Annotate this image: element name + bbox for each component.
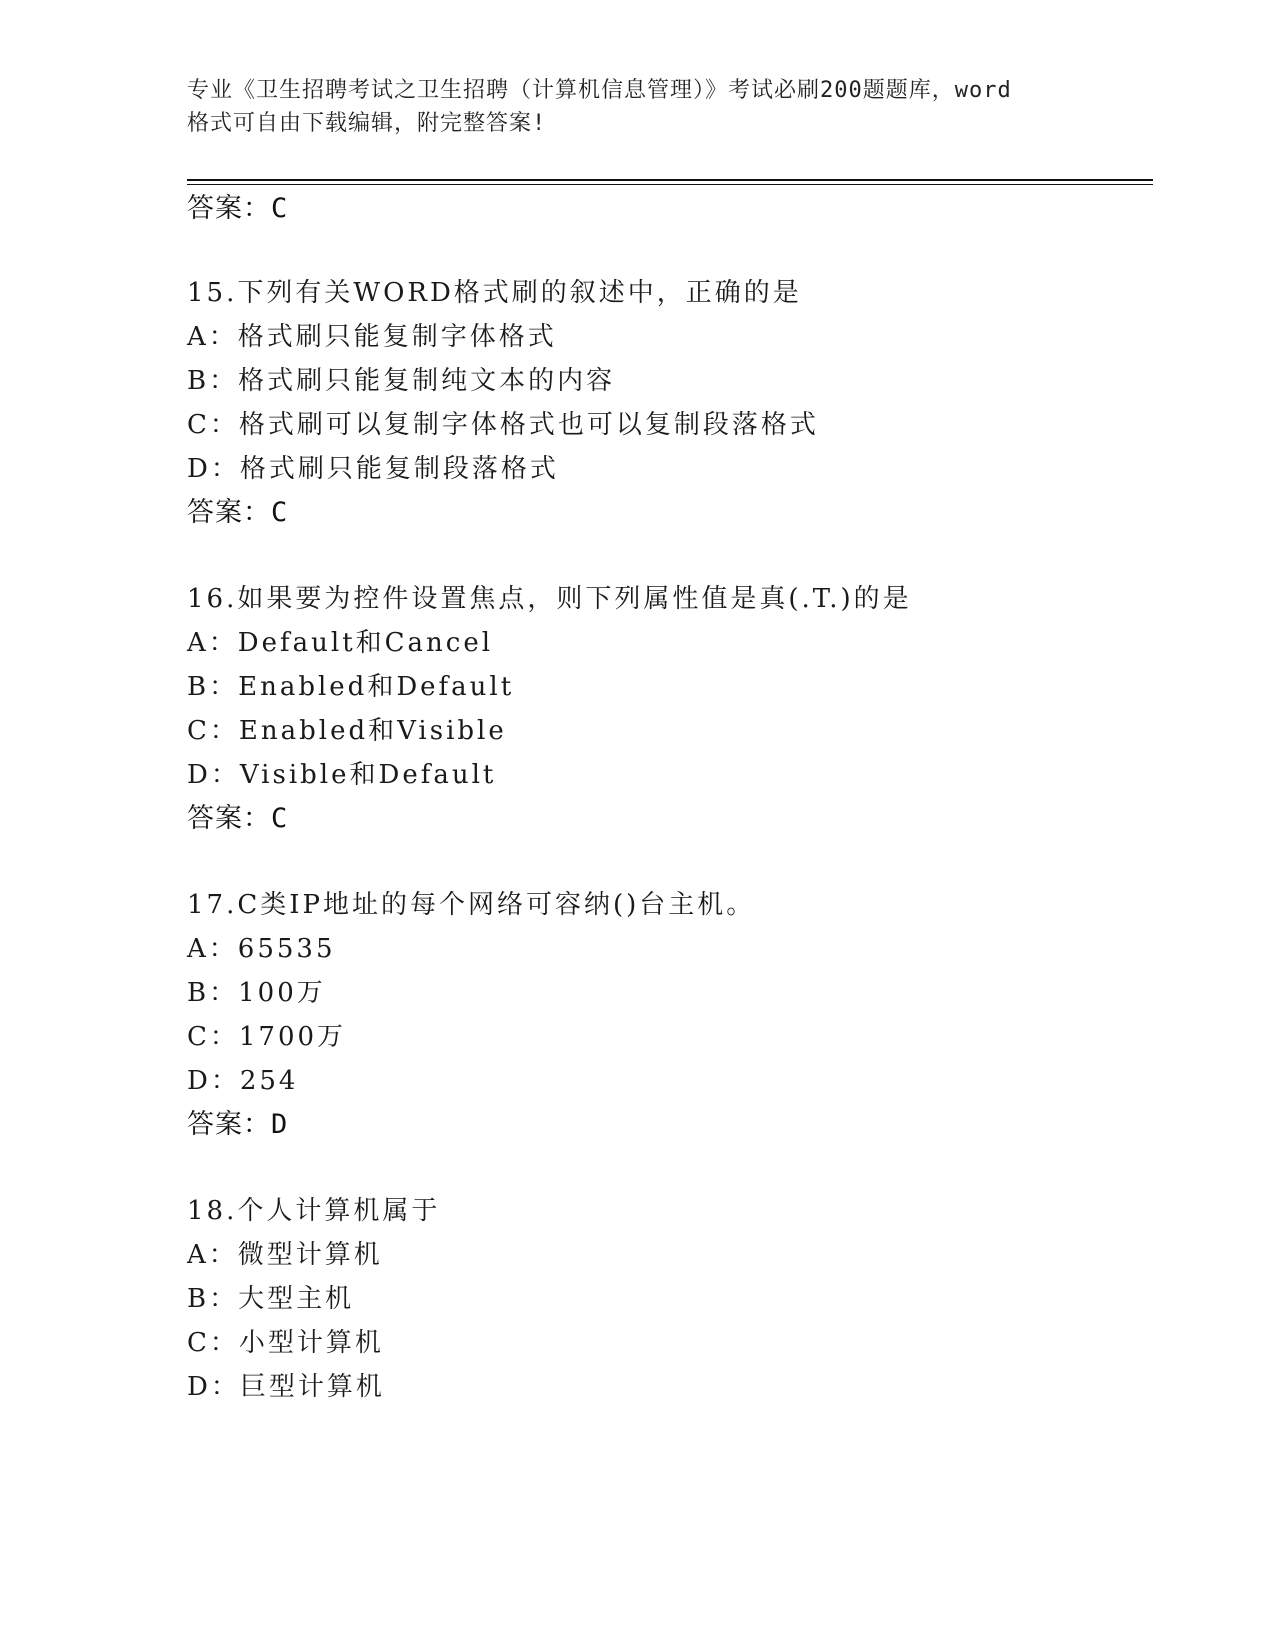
- question-16-option-c: C：Enabled和Visible: [187, 716, 507, 746]
- question-18-option-c: C：小型计算机: [187, 1328, 384, 1358]
- question-15-stem: 15.下列有关WORD格式刷的叙述中，正确的是: [187, 278, 802, 308]
- question-17-answer: 答案：D: [187, 1109, 289, 1140]
- header-line-1: 专业《卫生招聘考试之卫生招聘（计算机信息管理）》考试必刷200题题库，word: [187, 78, 1012, 103]
- question-16-option-d: D：Visible和Default: [187, 760, 497, 790]
- question-18-option-b: B：大型主机: [187, 1284, 355, 1314]
- question-17-option-a: A：65535: [187, 934, 336, 964]
- question-15-answer: 答案：C: [187, 497, 289, 528]
- header-divider: [187, 179, 1153, 181]
- question-16-answer: 答案：C: [187, 803, 289, 834]
- question-18-stem: 18.个人计算机属于: [187, 1196, 441, 1226]
- document-header: [187, 74, 1087, 140]
- header-divider-thin: [187, 184, 1153, 185]
- question-15-option-b: B：格式刷只能复制纯文本的内容: [187, 366, 616, 396]
- question-18-option-a: A：微型计算机: [187, 1240, 383, 1270]
- question-15-option-d: D：格式刷只能复制段落格式: [187, 454, 559, 484]
- question-17-option-c: C：1700万: [187, 1022, 347, 1052]
- question-17-option-d: D：254: [187, 1066, 299, 1096]
- question-15-option-c: C：格式刷可以复制字体格式也可以复制段落格式: [187, 410, 819, 440]
- question-16-stem: 16.如果要为控件设置焦点，则下列属性值是真(.T.)的是: [187, 584, 912, 614]
- question-15-option-a: A：格式刷只能复制字体格式: [187, 322, 557, 352]
- header-line-2: 格式可自由下载编辑，附完整答案!: [187, 111, 547, 136]
- question-17-option-b: B：100万: [187, 978, 326, 1008]
- answer-previous: 答案：C: [187, 193, 289, 224]
- question-18-option-d: D：巨型计算机: [187, 1372, 385, 1402]
- question-16-option-a: A：Default和Cancel: [187, 628, 494, 658]
- question-16-option-b: B：Enabled和Default: [187, 672, 515, 702]
- question-17-stem: 17.C类IP地址的每个网络可容纳()台主机。: [187, 890, 756, 920]
